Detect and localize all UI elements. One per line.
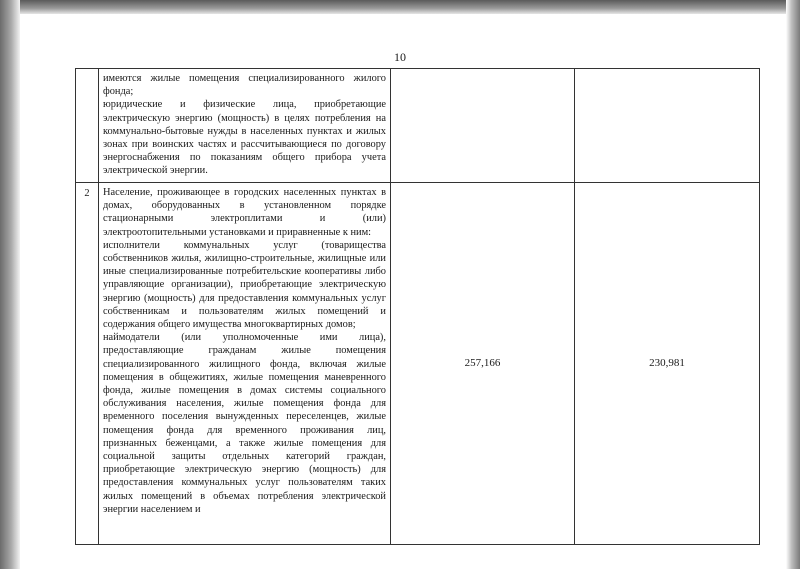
tariff-table bbox=[75, 68, 760, 545]
description-paragraph: юридические и физические лица, приобретающие электрическую энергию (мощность) в целях потребления на коммунально-бытовые нужды в населенных пунктах и жилых зонах при воинских частях и рассчитывающиеся по договору энергоснабжения по показаниям общего прибора учета электрической энергии. bbox=[103, 99, 386, 177]
description-paragraph: имеются жилые помещения специализированного жилого фонда; bbox=[103, 73, 386, 98]
row-number bbox=[76, 69, 98, 73]
description-cell bbox=[99, 69, 391, 183]
row-number: 2 bbox=[84, 188, 90, 199]
row-number-cell bbox=[76, 183, 99, 545]
value-cell-1 bbox=[391, 69, 575, 183]
value-cell-1 bbox=[391, 183, 575, 545]
description-paragraph: Население, проживающее в городских населенных пунктах в домах, оборудованных в установленном порядке стационарными электроплитами и (или) электроотопительными установками и приравненные к ним: bbox=[103, 187, 386, 238]
table-row bbox=[76, 69, 760, 183]
description-cell bbox=[99, 183, 391, 545]
value-cell-2 bbox=[575, 69, 760, 183]
value-2: 230,981 bbox=[649, 356, 685, 369]
scan-edge-left bbox=[0, 0, 20, 569]
page-number: 10 bbox=[394, 50, 406, 64]
scan-edge-top bbox=[0, 0, 800, 14]
value-1: 257,166 bbox=[464, 356, 501, 369]
value-cell-2 bbox=[575, 183, 760, 545]
description-paragraph: наймодатели (или уполномоченные ими лица), предоставляющие гражданам жилые помещения специализированного жилищного фонда, включая жилые помещения в общежитиях, жилые помещения маневренного фонда, жилые помещения в домах системы социального обслуживания населения, жилые помещения фонда для временного поселения вынужденных переселенцев, жилые помещения фонда для временного проживания лиц, признанных беженцами, а также жилые помещения для социальной защиты отдельных категорий граждан, приобретающие электрическую энергию (мощность) для предоставления коммунальных услуг пользователям таких жилых помещений в объемах потребления электрической энергии населением и bbox=[103, 332, 386, 515]
row-number-cell bbox=[76, 69, 99, 183]
description-paragraph: исполнители коммунальных услуг (товарищества собственников жилья, жилищно-строительные, жилищные или иные специализированные потребительские кооперативы либо управляющие организации), приобретающие электрическую энергию (мощность) для предоставления коммунальных услуг собственникам и пользователям жилых помещений и содержания общего имущества многоквартирных домов; bbox=[103, 239, 386, 331]
scan-edge-right bbox=[786, 0, 800, 569]
table-row bbox=[76, 183, 760, 545]
